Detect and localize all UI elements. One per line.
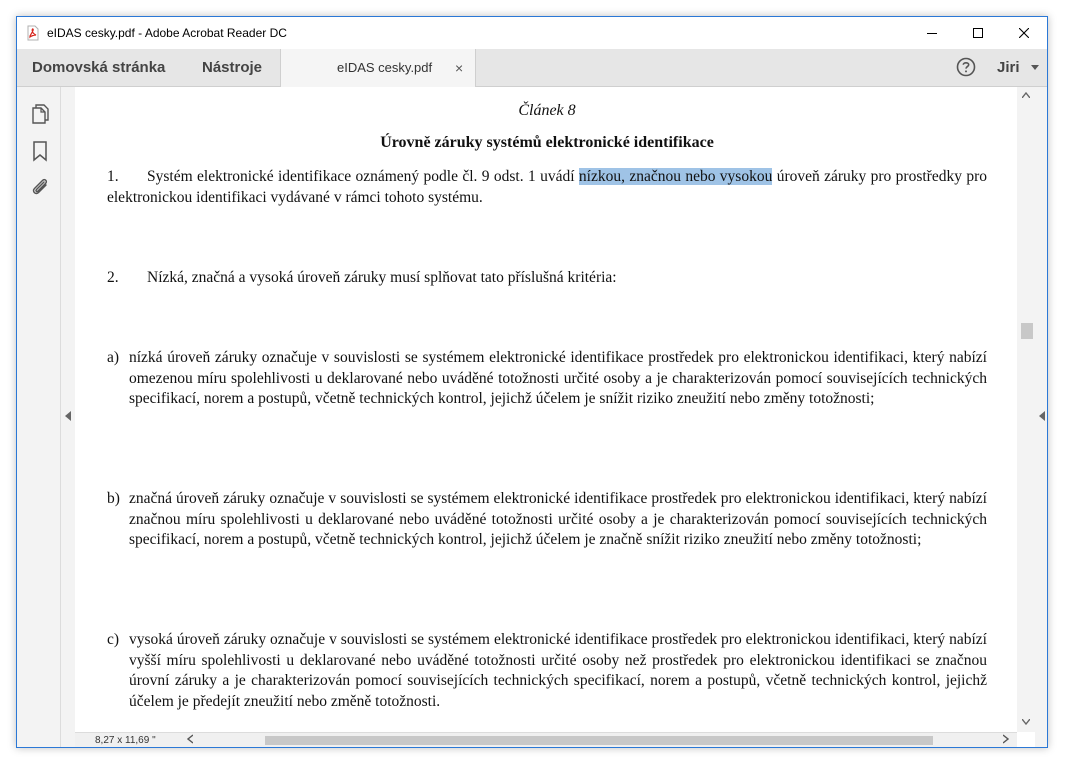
highlighted-text[interactable]: nízkou, značnou nebo vysokou <box>578 168 773 185</box>
document-tab[interactable] <box>280 49 476 87</box>
scroll-right-icon[interactable] <box>1003 734 1009 744</box>
document-tab-label: eIDAS cesky.pdf <box>337 60 433 75</box>
pages-icon[interactable] <box>29 103 51 125</box>
paragraph-text: Nízká, značná a vysoká úroveň záruky musí splňovat tato příslušná kritéria: <box>147 269 617 286</box>
close-icon <box>1019 28 1029 38</box>
maximize-icon <box>973 28 983 38</box>
document-page <box>75 87 1017 732</box>
paragraph-text: Systém elektronické identifikace oznámený podle čl. 9 odst. 1 uvádí <box>147 168 579 185</box>
right-gutter <box>1035 87 1048 747</box>
list-item-label: a) <box>107 349 120 366</box>
window-title: eIDAS cesky.pdf - Adobe Acrobat Reader DC <box>47 26 287 40</box>
attachment-icon[interactable] <box>29 176 51 198</box>
bookmark-icon[interactable] <box>29 140 51 162</box>
list-item-text: vysoká úroveň záruky označuje v souvislosti se systémem elektronické identifikace prostředek pro elektronickou identifikaci, který nabízí vyšší míru spolehlivosti u deklarované nebo uváděné totožnosti určité osoby než prostředek pro elektronickou identifikaci se značnou úrovní záruky a je charakterizován pomocí souvisejících technických specifikací, norem a postupů, včetně technických kontrol, jejichž účelem je předejít zneužití nebo změně totožnosti. <box>129 631 987 710</box>
paragraph-1 <box>107 167 987 208</box>
list-item-label: c) <box>107 631 120 648</box>
collapse-left-panel-icon[interactable] <box>65 411 71 421</box>
list-item-text: značná úroveň záruky označuje v souvislosti se systémem elektronické identifikace prostředek pro elektronickou identifikaci, který nabízí značnou míru spolehlivosti u deklarované nebo uváděné totožnosti určité osoby a je charakterizován pomocí souvisejících technických specifikací, norem a postupů, včetně technických kontrol, jejichž účelem je značně snížit riziko zneužití nebo změny totožnosti; <box>129 490 987 548</box>
tools-tab[interactable]: Nástroje <box>202 59 263 76</box>
page-size-readout: 8,27 x 11,69 " <box>95 735 156 746</box>
left-tool-panel <box>17 87 61 747</box>
paragraph-text: úroveň záruky pro prostředky pro elektronickou identifikaci vydávané v rámci tohoto systému. <box>107 168 987 206</box>
minimize-icon <box>927 28 937 38</box>
article-title: Úrovně záruky systémů elektronické identifikace <box>380 134 714 151</box>
minimize-button[interactable] <box>909 17 955 49</box>
list-item-label: b) <box>107 490 120 507</box>
title-bar[interactable] <box>17 17 1047 49</box>
scroll-left-icon[interactable] <box>187 734 193 744</box>
help-icon[interactable] <box>956 57 976 77</box>
horizontal-scroll-thumb[interactable] <box>265 736 933 745</box>
acrobat-pdf-icon <box>25 25 41 41</box>
scroll-up-icon[interactable] <box>1022 92 1030 98</box>
paragraph-2 <box>107 268 987 289</box>
paragraph-number: 2. <box>107 269 119 286</box>
tab-close-icon[interactable]: × <box>455 60 464 76</box>
status-bar <box>75 732 1017 747</box>
nav-bar <box>17 49 1047 87</box>
acrobat-window <box>16 16 1048 748</box>
chevron-down-icon[interactable] <box>1031 65 1039 71</box>
user-menu[interactable]: Jiri <box>997 59 1020 76</box>
collapse-right-panel-icon[interactable] <box>1039 411 1045 421</box>
article-number: Článek 8 <box>518 102 576 119</box>
list-item-text: nízká úroveň záruky označuje v souvislosti se systémem elektronické identifikace prostředek pro elektronickou identifikaci, který nabízí omezenou míru spolehlivosti u deklarované nebo uváděné totožnosti určité osoby a je charakterizován pomocí souvisejících technických specifikací, norem a postupů, včetně technických kontrol, jejichž účelem je snížit riziko zneužití nebo změny totožnosti; <box>129 349 987 407</box>
maximize-button[interactable] <box>955 17 1001 49</box>
close-window-button[interactable] <box>1001 17 1047 49</box>
paragraph-number: 1. <box>107 168 119 185</box>
vertical-scrollbar[interactable] <box>1017 87 1035 732</box>
vertical-scroll-thumb[interactable] <box>1021 323 1033 339</box>
scroll-down-icon[interactable] <box>1022 719 1030 725</box>
home-tab[interactable]: Domovská stránka <box>32 59 166 76</box>
